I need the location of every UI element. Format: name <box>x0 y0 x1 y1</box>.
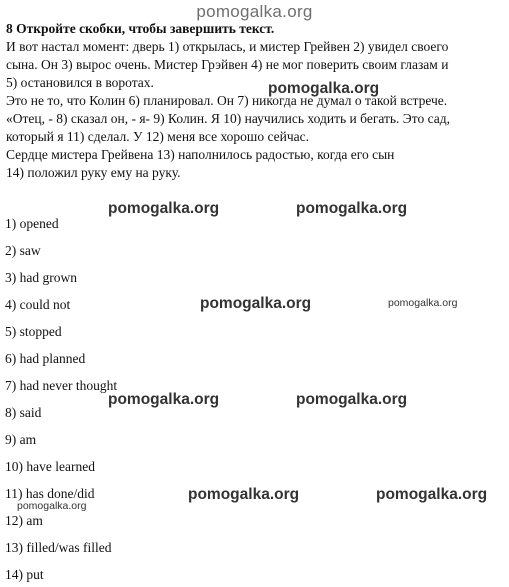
watermark: pomogalka.org <box>200 295 312 312</box>
watermark: pomogalka.org <box>376 486 488 503</box>
story-line: «Отец, - 8) сказал он, - я- 9) Колин. Я 10) научились ходить и бегать. Это сад, <box>6 111 450 126</box>
answer-item: 8) said <box>5 405 42 420</box>
watermark: pomogalka.org <box>296 200 408 217</box>
story-line: И вот настал момент: дверь 1) открылась, и мистер Грейвен 2) увидел своего <box>6 39 449 54</box>
watermark: pomogalka.org <box>388 297 458 309</box>
answer-item: 6) had planned <box>5 351 86 366</box>
answer-item: 3) had grown <box>5 270 77 285</box>
story-line: Это не то, что Колин 6) планировал. Он 7) никогда не думал о такой встрече. <box>6 93 448 108</box>
answer-item: 5) stopped <box>5 324 62 339</box>
answer-item: 14) put <box>5 567 44 582</box>
story-line: Сердце мистера Грейвена 13) наполнилось радостью, когда его сын <box>6 147 395 162</box>
answer-item: 10) have learned <box>5 459 95 474</box>
watermark: pomogalka.org <box>108 391 220 408</box>
answer-item: 2) saw <box>5 243 41 258</box>
answer-item: 12) am <box>5 513 43 528</box>
answer-item: 9) am <box>5 432 37 447</box>
story-line: 5) остановился в воротах. <box>6 75 154 90</box>
watermark: pomogalka.org <box>108 200 220 217</box>
story-text <box>6 38 506 182</box>
answer-item: 7) had never thought <box>5 378 118 393</box>
watermark: pomogalka.org <box>17 500 87 512</box>
answer-item: 13) filled/was filled <box>5 540 112 555</box>
story-line: сына. Он 3) вырос очень. Мистер Грэйвен 4) не мог поверить своим глазам и <box>6 57 449 72</box>
story-line: 14) положил руку ему на руку. <box>6 165 181 180</box>
site-logo: pomogalka.org <box>196 2 313 21</box>
answer-item: 4) could not <box>5 297 71 312</box>
watermark: pomogalka.org <box>296 391 408 408</box>
watermark: pomogalka.org <box>268 80 380 97</box>
task-header <box>6 20 506 182</box>
answer-item: 11) has done/did <box>5 486 95 501</box>
answer-item: 1) opened <box>5 216 59 231</box>
watermark: pomogalka.org <box>188 486 300 503</box>
task-title: 8 Откройте скобки, чтобы завершить текст. <box>6 21 275 36</box>
story-line: который я 11) сделал. У 12) меня все хорошо сейчас. <box>6 129 309 144</box>
